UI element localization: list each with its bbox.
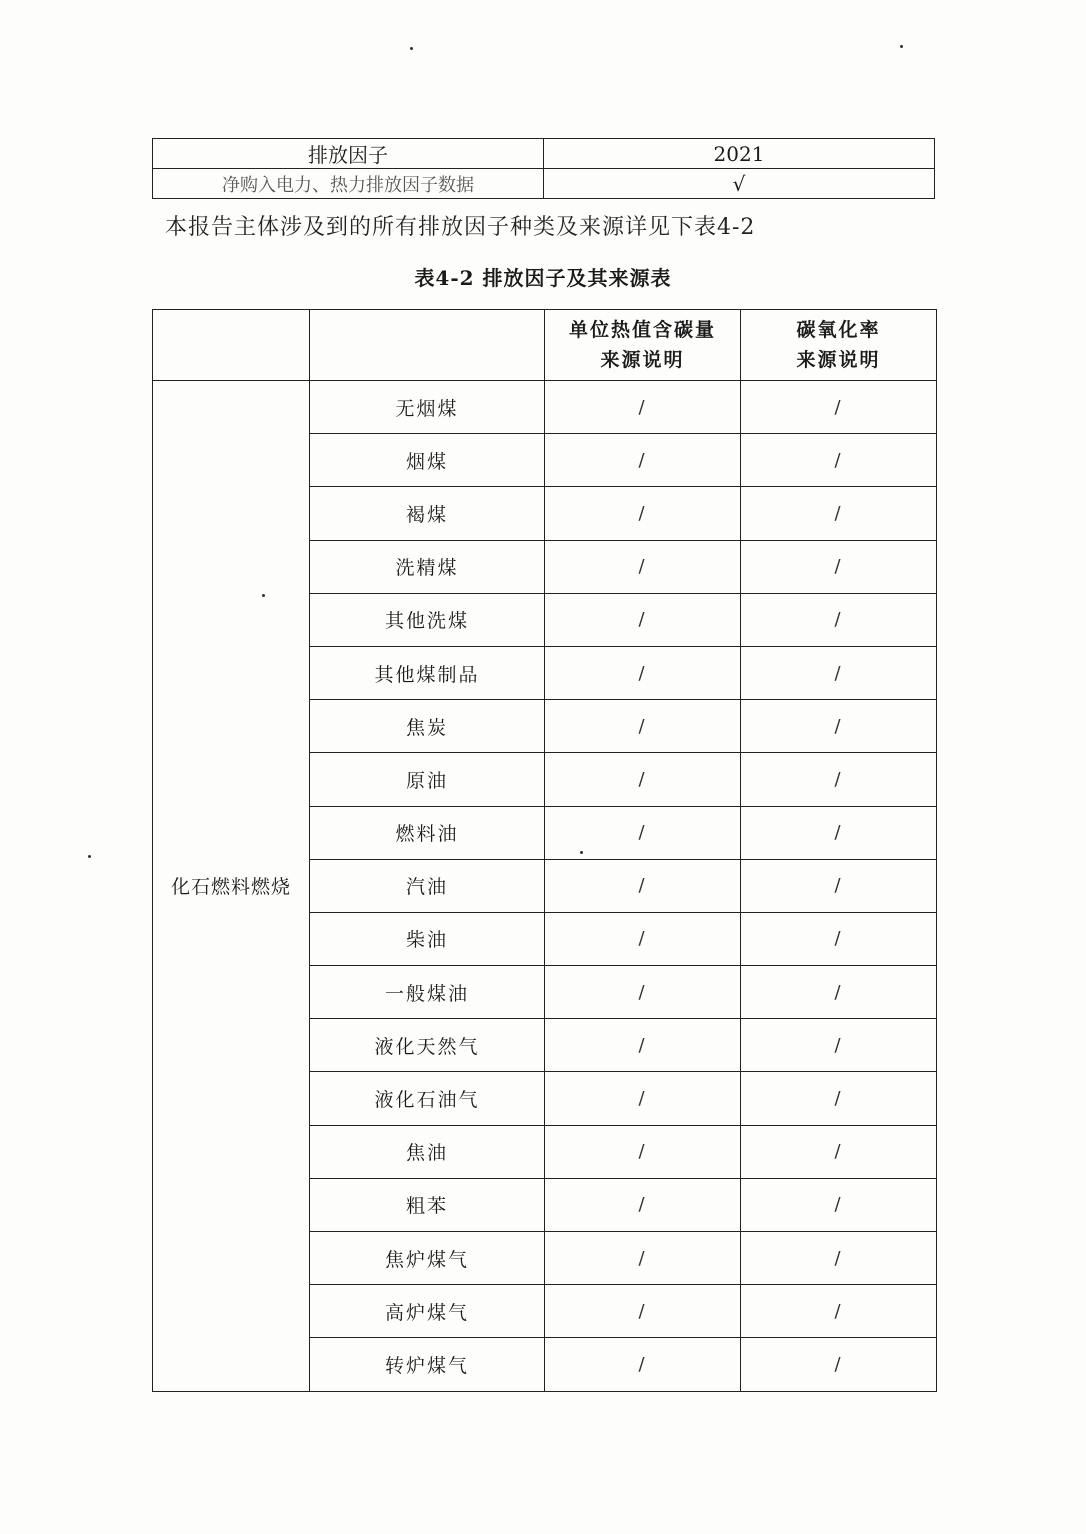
oxidation-rate-source-cell: / bbox=[741, 434, 937, 487]
carbon-content-source-cell: / bbox=[545, 1178, 741, 1231]
fuel-name-cell: 液化石油气 bbox=[310, 1072, 545, 1125]
scan-speck bbox=[88, 855, 91, 858]
oxidation-rate-source-cell: / bbox=[741, 1125, 937, 1178]
carbon-content-header-line2: 来源说明 bbox=[600, 349, 685, 371]
table-row bbox=[153, 169, 935, 199]
emission-factor-summary-table bbox=[152, 138, 935, 199]
oxidation-rate-source-cell: / bbox=[741, 1338, 937, 1391]
category-cell: 化石燃料燃烧 bbox=[153, 381, 310, 1392]
scan-speck bbox=[262, 594, 265, 597]
oxidation-rate-source-cell: / bbox=[741, 1019, 937, 1072]
year-header: 2021 bbox=[544, 139, 935, 169]
fuel-name-cell: 其他洗煤 bbox=[310, 593, 545, 646]
carbon-content-source-cell: / bbox=[545, 1338, 741, 1391]
oxidation-rate-source-cell: / bbox=[741, 540, 937, 593]
fuel-name-cell: 褐煤 bbox=[310, 487, 545, 540]
carbon-content-source-cell: / bbox=[545, 966, 741, 1019]
carbon-content-source-cell: / bbox=[545, 434, 741, 487]
carbon-content-source-cell: / bbox=[545, 753, 741, 806]
carbon-content-source-cell: / bbox=[545, 487, 741, 540]
oxidation-rate-header bbox=[741, 310, 937, 381]
table-header-row bbox=[153, 310, 937, 381]
oxidation-rate-header-line1: 碳氧化率 bbox=[796, 319, 881, 341]
fuel-name-cell: 转炉煤气 bbox=[310, 1338, 545, 1391]
oxidation-rate-source-cell: / bbox=[741, 1178, 937, 1231]
factor-header: 排放因子 bbox=[153, 139, 544, 169]
carbon-content-source-cell: / bbox=[545, 1232, 741, 1285]
oxidation-rate-source-cell: / bbox=[741, 1285, 937, 1338]
fuel-name-cell: 洗精煤 bbox=[310, 540, 545, 593]
table-row bbox=[153, 381, 937, 434]
oxidation-rate-source-cell: / bbox=[741, 381, 937, 434]
oxidation-rate-source-cell: / bbox=[741, 966, 937, 1019]
fuel-name-cell: 无烟煤 bbox=[310, 381, 545, 434]
fuel-name-cell: 柴油 bbox=[310, 912, 545, 965]
empty-header-cell bbox=[310, 310, 545, 381]
table-row bbox=[153, 139, 935, 169]
fuel-name-cell: 高炉煤气 bbox=[310, 1285, 545, 1338]
carbon-content-source-cell: / bbox=[545, 806, 741, 859]
oxidation-rate-source-cell: / bbox=[741, 646, 937, 699]
table-caption: 表4-2 排放因子及其来源表 bbox=[414, 266, 672, 290]
carbon-content-source-cell: / bbox=[545, 1125, 741, 1178]
carbon-content-source-cell: / bbox=[545, 540, 741, 593]
carbon-content-source-cell: / bbox=[545, 381, 741, 434]
checkmark-cell: √ bbox=[544, 169, 935, 199]
scan-speck bbox=[900, 45, 903, 48]
fuel-name-cell: 液化天然气 bbox=[310, 1019, 545, 1072]
fuel-name-cell: 原油 bbox=[310, 753, 545, 806]
intro-sentence: 本报告主体涉及到的所有排放因子种类及来源详见下表4-2 bbox=[165, 215, 756, 240]
fuel-name-cell: 烟煤 bbox=[310, 434, 545, 487]
oxidation-rate-source-cell: / bbox=[741, 593, 937, 646]
scan-speck bbox=[580, 851, 583, 854]
oxidation-rate-source-cell: / bbox=[741, 912, 937, 965]
carbon-content-source-cell: / bbox=[545, 593, 741, 646]
factor-name-cell: 净购入电力、热力排放因子数据 bbox=[153, 169, 544, 199]
emission-factor-source-table bbox=[152, 309, 937, 1392]
fuel-name-cell: 焦炭 bbox=[310, 700, 545, 753]
oxidation-rate-source-cell: / bbox=[741, 700, 937, 753]
oxidation-rate-source-cell: / bbox=[741, 859, 937, 912]
fuel-name-cell: 粗苯 bbox=[310, 1178, 545, 1231]
fuel-name-cell: 焦油 bbox=[310, 1125, 545, 1178]
carbon-content-source-cell: / bbox=[545, 1072, 741, 1125]
table-body bbox=[153, 381, 937, 1392]
scan-speck bbox=[410, 47, 413, 50]
oxidation-rate-source-cell: / bbox=[741, 1072, 937, 1125]
oxidation-rate-source-cell: / bbox=[741, 487, 937, 540]
carbon-content-source-cell: / bbox=[545, 700, 741, 753]
fuel-name-cell: 其他煤制品 bbox=[310, 646, 545, 699]
carbon-content-source-cell: / bbox=[545, 1285, 741, 1338]
oxidation-rate-header-line2: 来源说明 bbox=[796, 349, 881, 371]
fuel-name-cell: 一般煤油 bbox=[310, 966, 545, 1019]
empty-header-cell bbox=[153, 310, 310, 381]
carbon-content-source-cell: / bbox=[545, 912, 741, 965]
fuel-name-cell: 燃料油 bbox=[310, 806, 545, 859]
carbon-content-source-cell: / bbox=[545, 1019, 741, 1072]
carbon-content-header bbox=[545, 310, 741, 381]
carbon-content-source-cell: / bbox=[545, 646, 741, 699]
carbon-content-header-line1: 单位热值含碳量 bbox=[568, 319, 716, 341]
oxidation-rate-source-cell: / bbox=[741, 1232, 937, 1285]
fuel-name-cell: 汽油 bbox=[310, 859, 545, 912]
oxidation-rate-source-cell: / bbox=[741, 753, 937, 806]
carbon-content-source-cell: / bbox=[545, 859, 741, 912]
fuel-name-cell: 焦炉煤气 bbox=[310, 1232, 545, 1285]
oxidation-rate-source-cell: / bbox=[741, 806, 937, 859]
